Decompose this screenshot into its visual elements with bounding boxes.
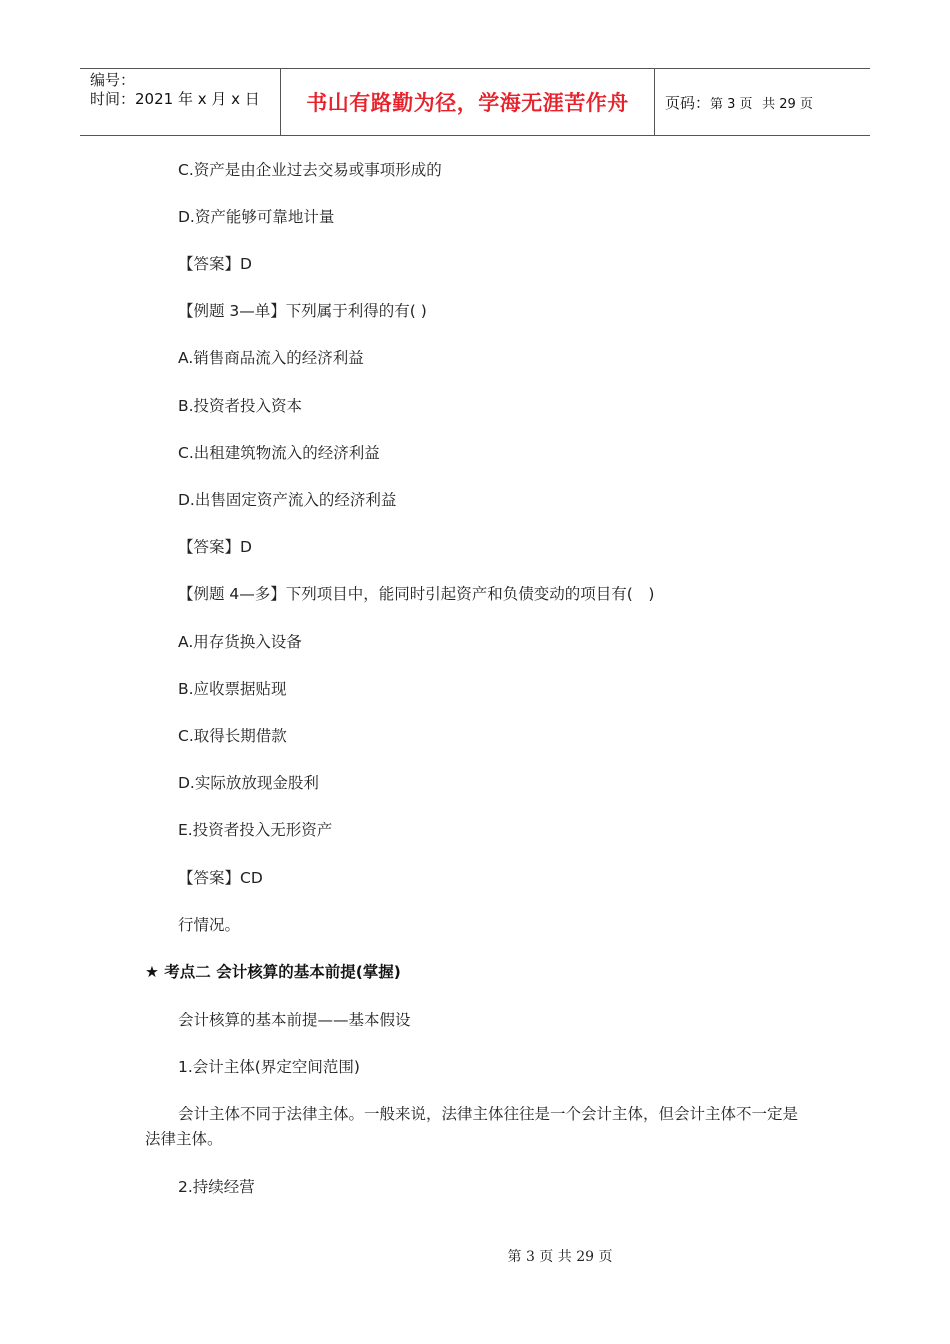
- serial-label: 编号：: [90, 71, 136, 89]
- option-line: D.资产能够可靠地计量: [178, 208, 335, 226]
- option-line: C.取得长期借款: [178, 727, 287, 745]
- text-line: 会计核算的基本前提——基本假设: [178, 1011, 411, 1029]
- page-footer: 第 3 页 共 29 页: [507, 1249, 613, 1265]
- option-line: B.应收票据贴现: [178, 680, 287, 698]
- answer-line: 【答案】D: [178, 255, 252, 273]
- option-line: A.销售商品流入的经济利益: [178, 349, 364, 367]
- page-current: 第 3 页: [710, 97, 753, 112]
- body-paragraph: 会计主体不同于法律主体。一般来说，法律主体往往是一个会计主体，但会计主体不一定是法律主体。: [145, 1105, 799, 1148]
- option-line: D.出售固定资产流入的经济利益: [178, 491, 397, 509]
- option-line: C.出租建筑物流入的经济利益: [178, 444, 380, 462]
- text-line: 2.持续经营: [178, 1178, 255, 1196]
- question-line: 【例题 4—多】下列项目中，能同时引起资产和负债变动的项目有( ): [178, 585, 655, 603]
- option-line: A.用存货换入设备: [178, 633, 302, 651]
- time-value: 2021 年 x 月 x 日: [135, 90, 260, 108]
- question-line: 【例题 3—单】下列属于利得的有( ): [178, 302, 427, 320]
- option-line: D.实际放放现金股利: [178, 774, 319, 792]
- section-heading: ★ 考点二 会计核算的基本前提(掌握): [145, 963, 401, 981]
- page-total: 共 29 页: [762, 97, 813, 112]
- page-label: 页码：: [665, 94, 711, 112]
- header-motto: 书山有路勤为径，学海无涯苦作舟: [281, 69, 655, 135]
- time-label: 时间：: [90, 90, 136, 108]
- text-line: 1.会计主体(界定空间范围): [178, 1058, 360, 1076]
- option-line: C.资产是由企业过去交易或事项形成的: [178, 161, 442, 179]
- answer-line: 【答案】CD: [178, 869, 263, 887]
- text-line: 行情况。: [178, 916, 241, 934]
- answer-line: 【答案】D: [178, 538, 252, 556]
- option-line: E.投资者投入无形资产: [178, 821, 333, 839]
- option-line: B.投资者投入资本: [178, 397, 303, 415]
